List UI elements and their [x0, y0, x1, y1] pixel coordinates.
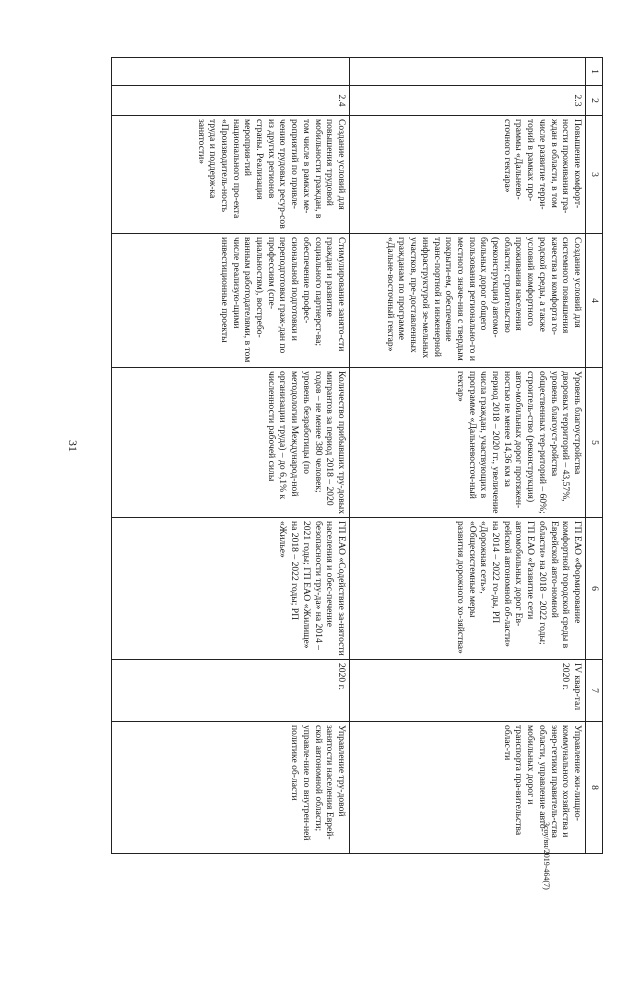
table-row: [112, 58, 350, 854]
header-col-1: 1: [586, 58, 603, 86]
cell-deadline: 2020 г.: [112, 660, 350, 722]
cell-item-number: 2.3: [350, 86, 586, 116]
header-col-5: 5: [586, 368, 603, 518]
header-col-2: 2: [586, 86, 603, 116]
cell-indicator: Количество прибывших тру-довых мигрантов за период 2018 – 2020 годов – не менее 380 человек; уровень безработицы (по методологии Международ-ной организации труда) – до 6,1% к численности рабочей силы: [112, 368, 350, 518]
cell-deadline: IV квар-тал 2020 г.: [350, 660, 586, 722]
page-number: 31: [66, 440, 80, 452]
rotated-page: [111, 57, 603, 853]
header-col-7: 7: [586, 660, 603, 722]
header-col-4: 4: [586, 234, 603, 368]
cell-program: ГП ЕАО «Содействие за-нятости населения и обес-печение безопасности тру-да» на 2014 – 2021 годы; ГП ЕАО «Жилище» на 2018 – 2022 годы; РП «Жилье»: [112, 518, 350, 660]
cell-goal: Повышение комфорт-ности проживания гра-ждан в области, в том числе развитие терри-торий в рамках про-граммы «Дальнево-сточного гектара»: [350, 116, 586, 234]
cell-task: Стимулирование занято-сти граждан и развитие социального партнерст-ва; обеспечение профес-сиональной подготовки и переподготовки граж-дан по профессиям (спе-циальностям), востребо-ванным работодателями, в том числе реализую-щими инвестиционные проекты: [112, 234, 350, 368]
header-col-8: 8: [586, 722, 603, 854]
cell-program: ГП ЕАО «Формирование комфортной городской среды в Еврейской авто-номной области» на 2018 – 2022 годы; ГП ЕАО «Развитие сети автомобильных дорог Ев-рейской автономной об-ласти» на 2014 – 2022 го-ды, РП «Дорожная сеть», «Общесистемные меры развития дорожного хо-зяйства»: [350, 518, 586, 660]
cell-indicator: Уровень благоустройства дворовых территорий – 43,57%, уровень благоуст-ройства общественных тер-риторий – 60%; строитель-ство (реконструкция) авто-мобильных дорог протяжен-ностью не менее 14,36 км за период 2018 – 2020 гг., увеличение числа граждан, участвующих в программе «Дальневосточ-ный гектар»: [350, 368, 586, 518]
header-row: [586, 58, 603, 854]
header-col-3: 3: [586, 116, 603, 234]
header-col-6: 6: [586, 518, 603, 660]
table-row: [350, 58, 586, 854]
cell-item-number: 2.4: [112, 86, 350, 116]
cell-task: Создание условий для системного повышения качества и комфорта го-родской среды, а также условий комфортного проживания населения области; строительство (реконструкция) автомо-бильных дорог общего пользования регионально-го и местного значе-ния с твердым покрыти-ем, обеспечение транс-портной и инженерной инфраструктурой зе-мельных участков, пре-доставленных гражданам по программе «Дальне-восточный гектар»: [350, 234, 586, 368]
cell-col-1: [112, 58, 350, 86]
cell-responsible: Управление тру-довой занятости населения Еврей-ской автономной области; управле-ние по внутрен-ней политике об-ласти: [112, 722, 350, 854]
document-code: Зсоу/вн/2019-464(7): [542, 822, 551, 890]
cell-col-1: [350, 58, 586, 86]
cell-goal: Создание условий для повышения трудовой мобильности граждан, в том числе в рамках ме-роприятий по привле-чению трудовых ресур-сов из других регионов страны. Реализация мероприя-тий национального про-екта «Производитель-ность труда и поддерж-ка занятости»: [112, 116, 350, 234]
cell-responsible: Управление жи-лищно-коммунального хозяйства и энер-гетики правитель-ства области, управление авто-мобильных дорог и транспорта пра-вительства облас-ти: [350, 722, 586, 854]
measures-table: [111, 57, 603, 854]
